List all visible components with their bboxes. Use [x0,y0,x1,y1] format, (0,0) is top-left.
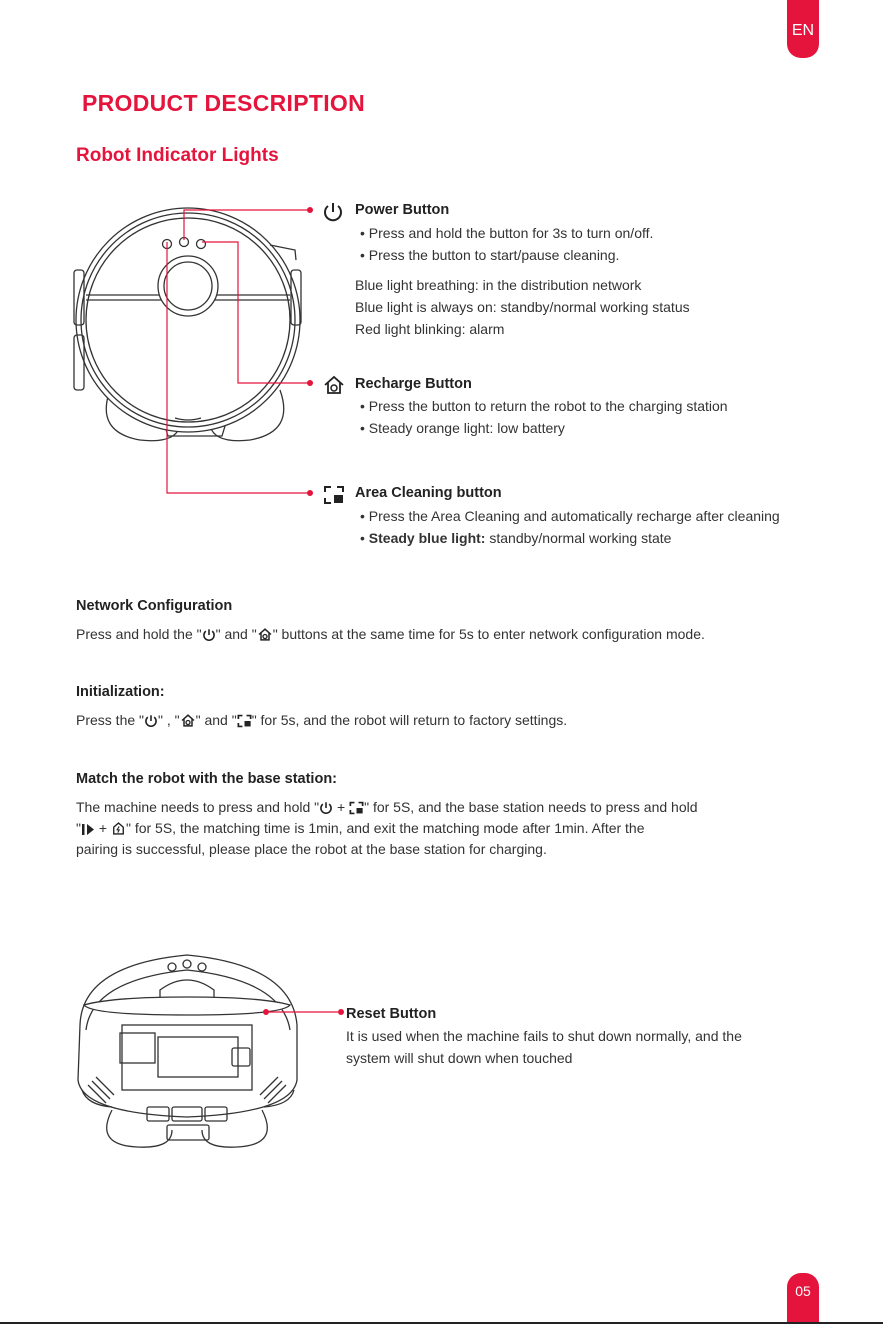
reset-text-1: It is used when the machine fails to shut down normally, and the [346,1028,742,1044]
match-text-1b: + [333,799,350,815]
power-bullet-2: • Press the button to start/pause cleaning. [360,247,619,263]
home-recharge-icon [180,713,196,728]
recharge-button-title: Recharge Button [355,376,472,392]
reset-button-title: Reset Button [346,1006,437,1022]
network-text-1: Press and hold the " [76,626,202,642]
area-cleaning-icon [323,485,345,505]
network-text-2: " and " [215,626,257,642]
power-icon [319,801,333,815]
area-bullet-2-bold: Steady blue light: [368,530,486,546]
reset-text-2: system will shut down when touched [346,1050,573,1066]
home-recharge-icon [257,627,273,642]
power-status-1: Blue light breathing: in the distribution network [355,277,642,293]
area-cleaning-icon [349,801,364,815]
match-text-2a: " [76,820,81,836]
callout-lines [160,200,330,500]
network-text-3: " buttons at the same time for 5s to enter network configuration mode. [272,626,705,642]
match-line-2 [76,818,698,839]
reset-callout-line [258,1004,348,1020]
power-status-3: Red light blinking: alarm [355,321,505,337]
power-icon [322,201,344,223]
init-text-1: Press the " [76,712,144,728]
area-cleaning-icon [237,714,252,728]
power-button-title: Power Button [355,202,450,218]
initialization-title: Initialization: [76,684,165,700]
area-bullet-1: • Press the Area Cleaning and automatically recharge after cleaning [360,508,780,524]
page-title: PRODUCT DESCRIPTION [82,90,365,116]
initialization-text [76,710,567,731]
page-number: 05 [787,1273,819,1324]
play-pause-icon [81,823,95,836]
init-text-3: " and " [195,712,237,728]
base-station-home-icon [111,821,126,836]
language-tab: EN [787,0,819,58]
power-icon [202,628,216,642]
init-text-2: " , " [158,712,180,728]
match-text [76,797,698,860]
match-text-2c: " for 5S, the matching time is 1min, and exit the matching mode after 1min. After the [125,820,645,836]
section-subtitle: Robot Indicator Lights [76,145,279,166]
area-cleaning-title: Area Cleaning button [355,485,502,501]
home-recharge-icon [322,374,346,396]
match-text-2b: + [94,820,111,836]
match-text-1c: " for 5S, and the base station needs to press and hold [364,799,698,815]
init-text-4: " for 5s, and the robot will return to factory settings. [251,712,568,728]
area-bullet-2-rest: standby/normal working state [485,530,672,546]
recharge-bullet-2: • Steady orange light: low battery [360,420,565,436]
power-bullet-1: • Press and hold the button for 3s to turn on/off. [360,225,653,241]
power-icon [144,714,158,728]
robot-open-lid-illustration [72,945,307,1155]
match-line-3: pairing is successful, please place the robot at the base station for charging. [76,841,547,857]
match-line-1 [76,797,698,818]
power-status-2: Blue light is always on: standby/normal working status [355,299,690,315]
recharge-bullet-1: • Press the button to return the robot to the charging station [360,398,728,414]
network-config-text [76,624,705,645]
match-title: Match the robot with the base station: [76,771,338,787]
area-bullet-2 [360,530,671,546]
network-config-title: Network Configuration [76,598,233,614]
match-text-1a: The machine needs to press and hold " [76,799,320,815]
